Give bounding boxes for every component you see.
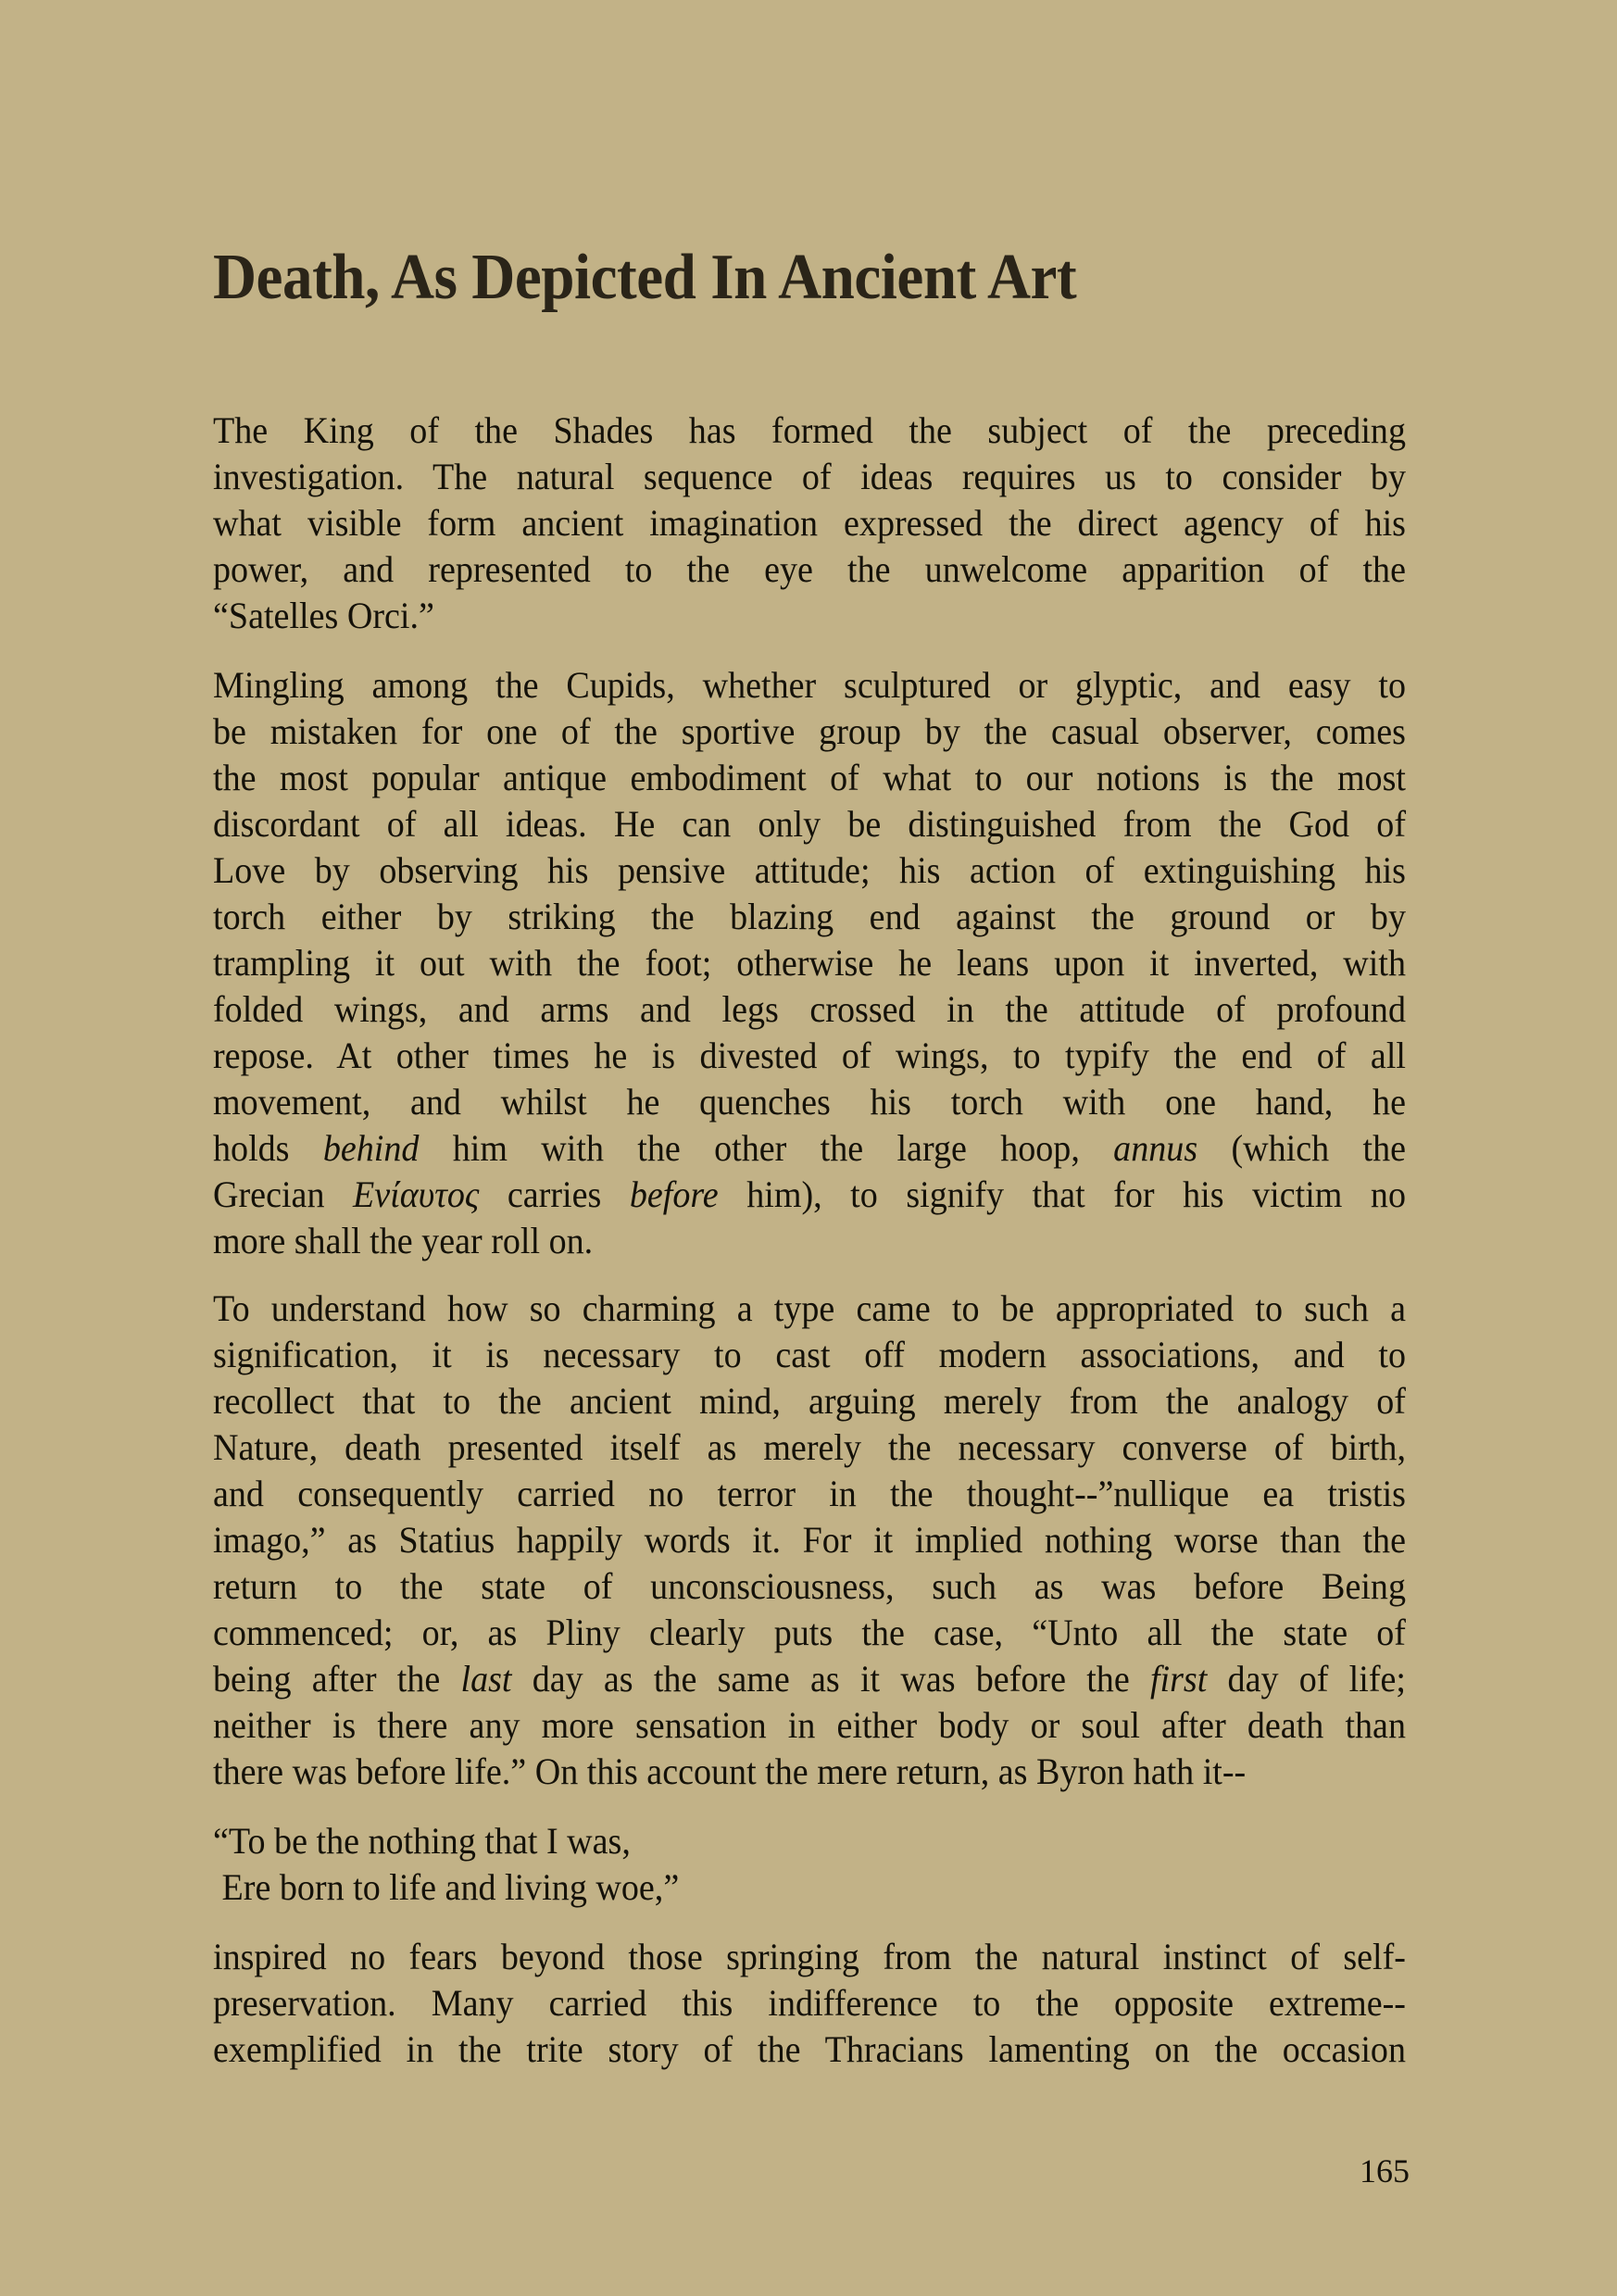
italic-term: before bbox=[629, 1173, 719, 1215]
italic-term: Ενίαυτος bbox=[353, 1173, 480, 1215]
text-line: folded wings, and arms and legs crossed in the attitude of profound bbox=[213, 988, 1406, 1030]
text-line: imago,” as Statius happily words it. For it implied nothing worse than the bbox=[213, 1519, 1406, 1561]
text-line: “Satelles Orci.” bbox=[213, 595, 434, 636]
text-line: be mistaken for one of the sportive group by the casual observer, comes bbox=[213, 710, 1406, 752]
text-line: To understand how so charming a type came to be appropriated to such a bbox=[213, 1287, 1406, 1329]
italic-term: annus bbox=[1113, 1127, 1198, 1169]
text-line: return to the state of unconsciousness, such as was before Being bbox=[213, 1565, 1406, 1607]
text-line: neither is there any more sensation in either body or soul after death than bbox=[213, 1704, 1406, 1746]
text-line: movement, and whilst he quenches his torch with one hand, he bbox=[213, 1081, 1406, 1123]
text-line: Love by observing his pensive attitude; his action of extinguishing his bbox=[213, 849, 1406, 891]
text-line: investigation. The natural sequence of ideas requires us to consider by bbox=[213, 456, 1406, 497]
text-line: exemplified in the trite story of the Thracians lamenting on the occasion bbox=[213, 2028, 1406, 2070]
text-line: power, and represented to the eye the unwelcome apparition of the bbox=[213, 548, 1406, 590]
text-line: The King of the Shades has formed the subject of the preceding bbox=[213, 409, 1406, 451]
text-line: what visible form ancient imagination expressed the direct agency of his bbox=[213, 502, 1406, 544]
text-line: inspired no fears beyond those springing from the natural instinct of self- bbox=[213, 1936, 1406, 1977]
text-line: signification, it is necessary to cast off modern associations, and to bbox=[213, 1334, 1406, 1375]
text-line: torch either by striking the blazing end against the ground or by bbox=[213, 896, 1406, 937]
text-line: preservation. Many carried this indifference to the opposite extreme-- bbox=[213, 1982, 1406, 2024]
italic-term: first bbox=[1149, 1658, 1208, 1700]
italic-term: last bbox=[460, 1658, 512, 1700]
text-line: the most popular antique embodiment of what to our notions is the most bbox=[213, 757, 1406, 798]
paragraph-1 bbox=[213, 408, 1406, 639]
text-line: commenced; or, as Pliny clearly puts the case, “Unto all the state of bbox=[213, 1612, 1406, 1653]
paragraph-3 bbox=[213, 1286, 1406, 1795]
text-line: Mingling among the Cupids, whether sculptured or glyptic, and easy to bbox=[213, 664, 1406, 706]
paragraph-2 bbox=[213, 662, 1406, 1264]
text-line: “To be the nothing that I was, bbox=[213, 1820, 631, 1862]
text-line: trampling it out with the foot; otherwise he leans upon it inverted, with bbox=[213, 942, 1406, 984]
italic-term: behind bbox=[322, 1127, 420, 1169]
text-line: and consequently carried no terror in the thought--”nullique ea tristis bbox=[213, 1473, 1406, 1514]
text-line: recollect that to the ancient mind, arguing merely from the analogy of bbox=[213, 1380, 1406, 1422]
paragraph-4 bbox=[213, 1934, 1406, 2073]
chapter-title: Death, As Depicted In Ancient Art bbox=[213, 242, 1077, 313]
text-line: discordant of all ideas. He can only be distinguished from the God of bbox=[213, 803, 1406, 845]
text-line: there was before life.” On this account the mere return, as Byron hath it-- bbox=[213, 1750, 1247, 1792]
text-line: repose. At other times he is divested of wings, to typify the end of all bbox=[213, 1035, 1406, 1076]
page-number: 165 bbox=[1360, 2152, 1410, 2189]
text-line: holds behind him with the other the large hoop, annus (which the bbox=[213, 1127, 1407, 1169]
text-line: Grecian Ενίαυτος carries before him), to signify that for his victim no bbox=[213, 1173, 1406, 1215]
byron-quote bbox=[213, 1818, 1406, 1911]
text-line: being after the last day as the same as it was before the first day of life; bbox=[213, 1658, 1406, 1700]
text-line: more shall the year roll on. bbox=[213, 1220, 594, 1261]
text-line: Ere born to life and living woe,” bbox=[213, 1866, 680, 1908]
text-line: Nature, death presented itself as merely the necessary converse of birth, bbox=[213, 1426, 1406, 1468]
